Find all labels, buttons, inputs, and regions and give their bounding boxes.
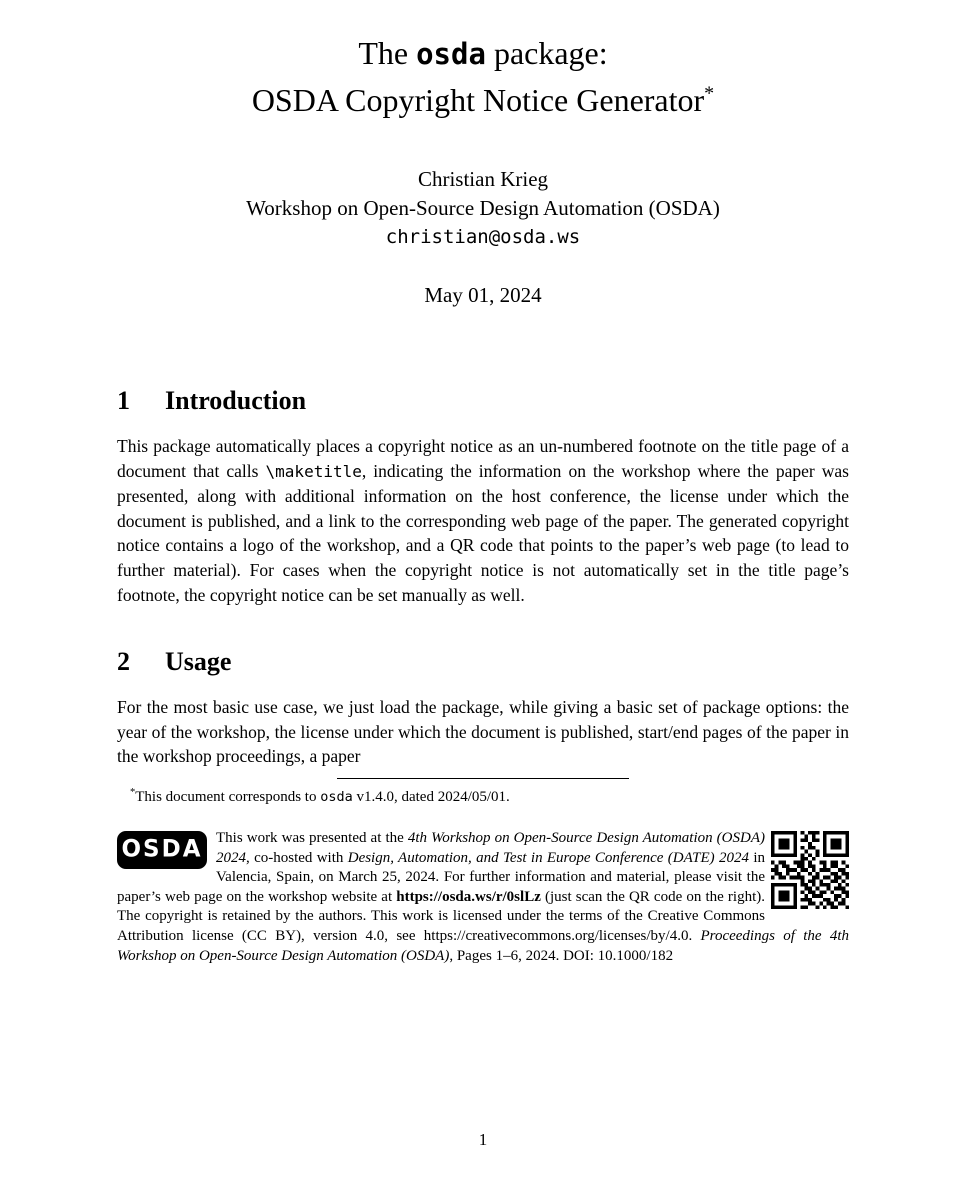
proceedings-name: Proceedings of the 4th Workshop on Open-Source Design Automation (OSDA) bbox=[117, 927, 849, 964]
qr-code bbox=[771, 831, 849, 909]
osda-logo-text: OSDA bbox=[121, 835, 203, 863]
osda-logo bbox=[117, 831, 207, 869]
copyright-notice: OSDA This work was presented at the 4th Workshop on Open-Source Design Automation (OSDA) 2024, co-hosted with Design, Automation, and Test in Europe Conference (DATE) 2024 in Valencia, Spain, on March 25, 2024. For further information and material, please visit the paper’s web page on the workshop website at https://osda.ws/r/0slLz (just scan the QR code on the right). The copyright is retained by the authors. This work is licensed under the terms of the Creative Commons Attribution license (CC BY), version 4.0, see https://creativecommons.org/licenses/by/4.0. Proceedings of the 4th Workshop on Open-Source Design Automation (OSDA), Pages 1–6, 2024. DOI: 10.1000/182 bbox=[117, 829, 849, 964]
conference-name: Design, Automation, and Test in Europe Conference (DATE) 2024 bbox=[347, 849, 750, 866]
paper-url: https://osda.ws/r/0slLz bbox=[396, 888, 541, 905]
document-date: May 01, 2024 bbox=[424, 283, 542, 307]
footnote-rule bbox=[337, 778, 629, 779]
section-heading-usage bbox=[117, 646, 849, 678]
section-number: 1 bbox=[117, 386, 130, 415]
maketitle-command: \maketitle bbox=[265, 461, 362, 481]
title-footnote-mark: * bbox=[704, 82, 715, 105]
author-email: christian@osda.ws bbox=[385, 226, 581, 248]
package-name: osda bbox=[320, 788, 353, 805]
section-number: 2 bbox=[117, 647, 130, 677]
page-title bbox=[117, 30, 849, 123]
author-affiliation: Workshop on Open-Source Design Automation (OSDA) bbox=[246, 196, 720, 220]
page-number: 1 bbox=[478, 1130, 488, 1149]
title-footnote: *This document corresponds to osda v1.4.0, dated 2024/05/01. bbox=[130, 786, 510, 805]
section-heading-introduction bbox=[117, 385, 849, 417]
section-title: Usage bbox=[165, 647, 232, 677]
workshop-name: 4th Workshop on Open-Source Design Automation (OSDA) 2024 bbox=[216, 829, 765, 866]
introduction-paragraph: This package automatically places a copyright notice as an un-numbered footnote on the title page of a document that calls \maketitle, indicating the information on the workshop where the paper was presented, along with additional information on the host conference, the license under which the document is published, and a link to the corresponding web page of the paper. The generated copyright notice contains a logo of the workshop, and a QR code that points to the paper’s web page (to lead to further material). For cases when the copyright notice is not automatically set in the title page’s footnote, the copyright notice can be set manually as well. bbox=[117, 436, 849, 605]
title-line2: OSDA Copyright Notice Generator* bbox=[251, 82, 715, 118]
section-title: Introduction bbox=[165, 386, 307, 415]
title-line1: The osda package: bbox=[358, 35, 608, 71]
author-name: Christian Krieg bbox=[417, 167, 549, 191]
usage-paragraph: For the most basic use case, we just load the package, while giving a basic set of package options: the year of the workshop, the license under which the document is published, start/end pages of the paper in the workshop proceedings, a paper bbox=[117, 697, 849, 767]
footnote-mark: * bbox=[130, 786, 136, 798]
package-name: osda bbox=[416, 37, 486, 71]
author-block bbox=[117, 165, 849, 252]
